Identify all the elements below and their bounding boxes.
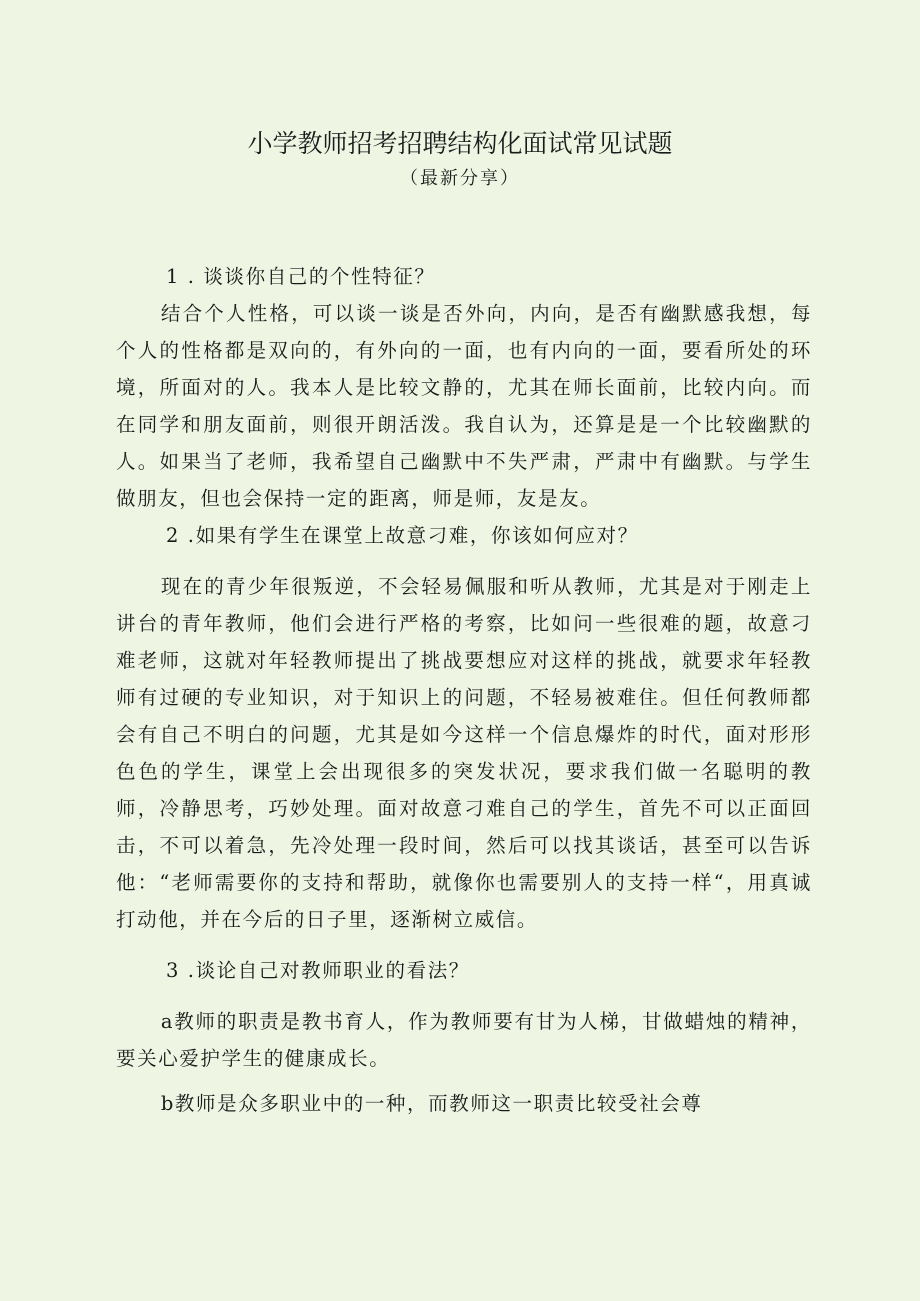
answer-2-paragraph: 现在的青少年很叛逆，不会轻易佩服和听从教师，尤其是对于刚走上讲台的青年教师，他们会进行严格的考察，比如问一些很难的题，故意刁难老师，这就对年轻教师提出了挑战要想应对这样的挑战，就要求年轻教师有过硬的专业知识，对于知识上的问题，不轻易被难住。但任何教师都会有自己不明白的问题，尤其是如今这样一个信息爆炸的时代，面对形形色色的学生，课堂上会出现很多的突发状况，要求我们做一名聪明的教师，冷静思考，巧妙处理。面对故意刁难自己的学生，首先不可以正面回击，不可以着急，先冷处理一段时间，然后可以找其谈话，甚至可以告诉他：“老师需要你的支持和帮助，就像你也需要别人的支持一样“，用真诚打动他，并在今后的日子里，逐渐树立威信。	[116, 575, 812, 931]
question-1: 1 . 谈谈你自己的个性特征？	[166, 265, 436, 288]
question-2: 2 .如果有学生在课堂上故意刁难，你该如何应对？	[166, 524, 639, 547]
answer-1-paragraph: 结合个人性格，可以谈一谈是否外向，内向，是否有幽默感我想，每个人的性格都是双向的，有外向的一面，也有内向的一面，要看所处的环境，所面对的人。我本人是比较文静的，尤其在师长面前，比较内向。而在同学和朋友面前，则很开朗活泼。我自认为，还算是是一个比较幽默的人。如果当了老师，我希望自己幽默中不失严肃，严肃中有幽默。与学生做朋友，但也会保持一定的距离，师是师，友是友。	[116, 302, 812, 510]
document-title: 小学教师招考招聘结构化面试常见试题	[247, 129, 673, 158]
question-3: 3 .谈论自己对教师职业的看法？	[166, 959, 470, 982]
answer-3-paragraph-a: a教师的职责是教书育人，作为教师要有甘为人梯，甘做蜡烛的精神，要关心爱护学生的健康成长。	[116, 1010, 812, 1070]
document-subtitle: （最新分享）	[400, 168, 520, 189]
document-body	[116, 258, 812, 1122]
answer-3-paragraph-b: b教师是众多职业中的一种，而教师这一职责比较受社会尊	[160, 1092, 703, 1115]
